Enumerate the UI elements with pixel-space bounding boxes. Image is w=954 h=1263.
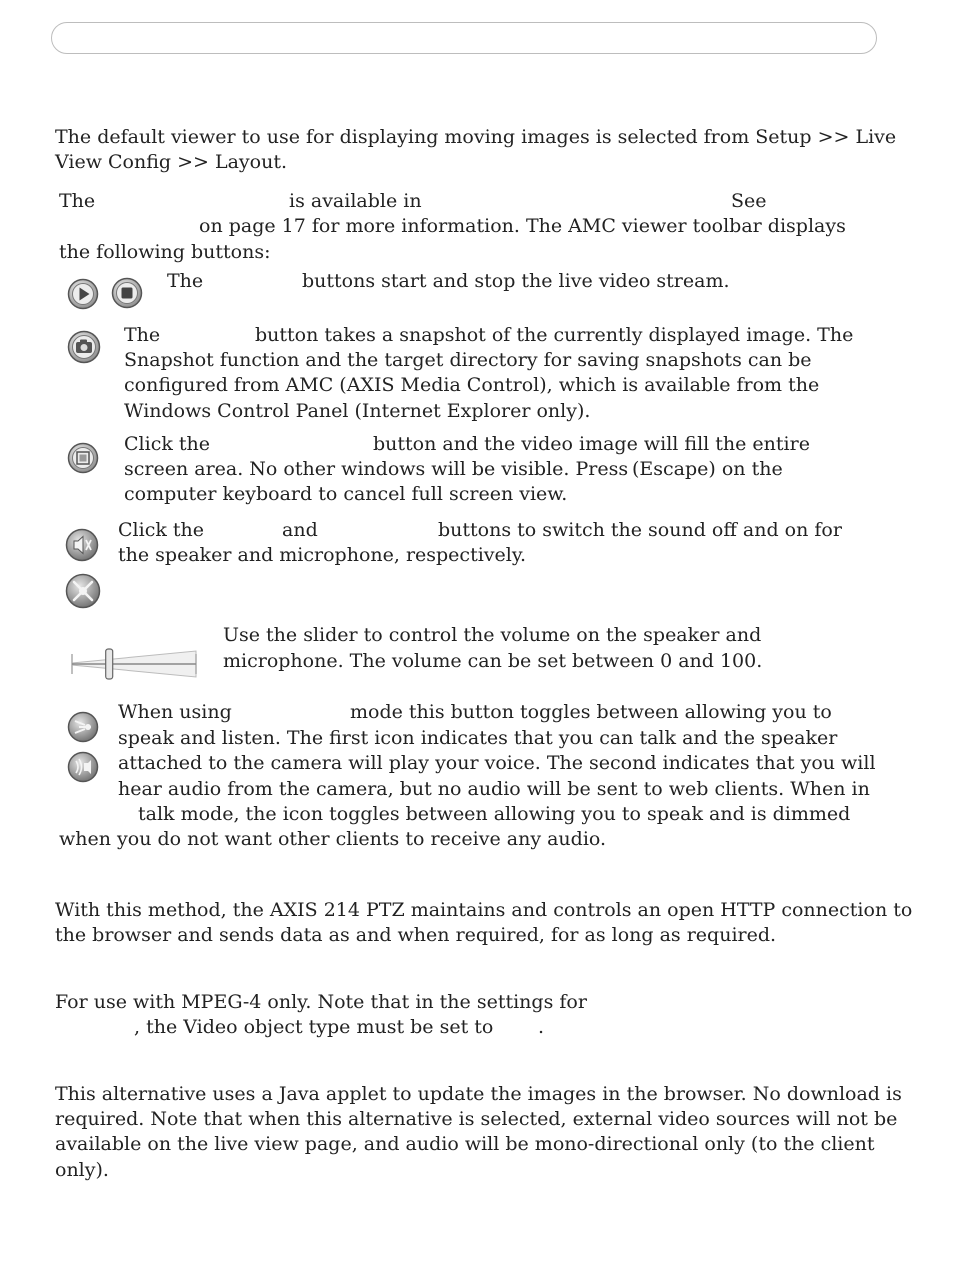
amc-line-3: the following buttons: [59, 241, 271, 263]
server-push-l1: With this method, the AXIS 214 PTZ maintains and controls an open HTTP connection to [55, 899, 913, 921]
fullscreen-l1b: button and the video image will fill the entire [373, 433, 810, 455]
java-l1: This alternative uses a Java applet to update the images in the browser. No download is [55, 1083, 902, 1105]
talk-l6: when you do not want other clients to receive any audio. [59, 828, 607, 850]
snapshot-l4: Windows Control Panel (Internet Explorer only). [124, 400, 591, 422]
mute-l1a: Click the [118, 519, 205, 541]
snapshot-l3: configured from AMC (AXIS Media Control), which is available from the [124, 374, 820, 396]
fullscreen-l3: computer keyboard to cancel full screen view. [124, 483, 568, 505]
talk-l1a: When using [118, 701, 232, 723]
java-l4: only). [55, 1159, 109, 1181]
fullscreen-l2a: screen area. No other windows will be visible. Press [124, 458, 629, 480]
talk-l4: hear audio from the camera, but no audio will be sent to web clients. When in [118, 778, 870, 800]
microphone-mute-icon [65, 573, 101, 609]
play-stop-text-b: buttons start and stop the live video stream. [302, 270, 730, 292]
intro-line-1: The default viewer to use for displaying moving images is selected from Setup >> Live [55, 126, 897, 148]
snapshot-camera-icon [67, 330, 101, 364]
server-push-l2: the browser and sends data as and when required, for as long as required. [55, 924, 777, 946]
amc-line-1b: is available in [289, 190, 422, 212]
volume-slider-thumb [106, 649, 113, 679]
fullscreen-l1a: Click the [124, 433, 211, 455]
quicktime-l1: For use with MPEG-4 only. Note that in the settings for [55, 991, 587, 1013]
talk-l2: speak and listen. The first icon indicates that you can talk and the speaker [118, 727, 838, 749]
snapshot-l1b: button takes a snapshot of the currently displayed image. The [255, 324, 854, 346]
amc-line-1c: See [731, 190, 767, 212]
volume-slider [70, 646, 200, 682]
fullscreen-icon [67, 442, 99, 474]
play-stop-text-a: The [167, 270, 204, 292]
snapshot-l1a: The [124, 324, 161, 346]
volume-l2: microphone. The volume can be set between 0 and 100. [223, 650, 763, 672]
snapshot-l2: Snapshot function and the target directory for saving snapshots can be [124, 349, 812, 371]
intro-line-2: View Config >> Layout. [55, 151, 288, 173]
volume-l1: Use the slider to control the volume on the speaker and [223, 624, 762, 646]
fullscreen-l2b: (Escape) on the [632, 458, 783, 480]
talk-l3: attached to the camera will play your voice. The second indicates that you will [118, 752, 876, 774]
talk-l5: talk mode, the icon toggles between allowing you to speak and is dimmed [138, 803, 851, 825]
amc-line-1a: The [59, 190, 96, 212]
header-bar [51, 22, 877, 54]
java-l3: available on the live view page, and audio will be mono-directional only (to the client [55, 1133, 875, 1155]
mute-l2: the speaker and microphone, respectively. [118, 544, 527, 566]
quicktime-l2a: , the Video object type must be set to [134, 1016, 494, 1038]
mute-l1b: and [282, 519, 318, 541]
talk-icon [67, 711, 99, 743]
play-icon [67, 278, 99, 310]
java-l2: required. Note that when this alternative is selected, external video sources will not be [55, 1108, 898, 1130]
speaker-mute-icon [65, 528, 99, 562]
talk-l1b: mode this button toggles between allowing you to [350, 701, 832, 723]
stop-icon [111, 277, 143, 309]
quicktime-l2b: . [538, 1016, 545, 1038]
mute-l1c: buttons to switch the sound off and on for [438, 519, 842, 541]
listen-icon [67, 751, 99, 783]
amc-line-2: on page 17 for more information. The AMC viewer toolbar displays [199, 215, 846, 237]
